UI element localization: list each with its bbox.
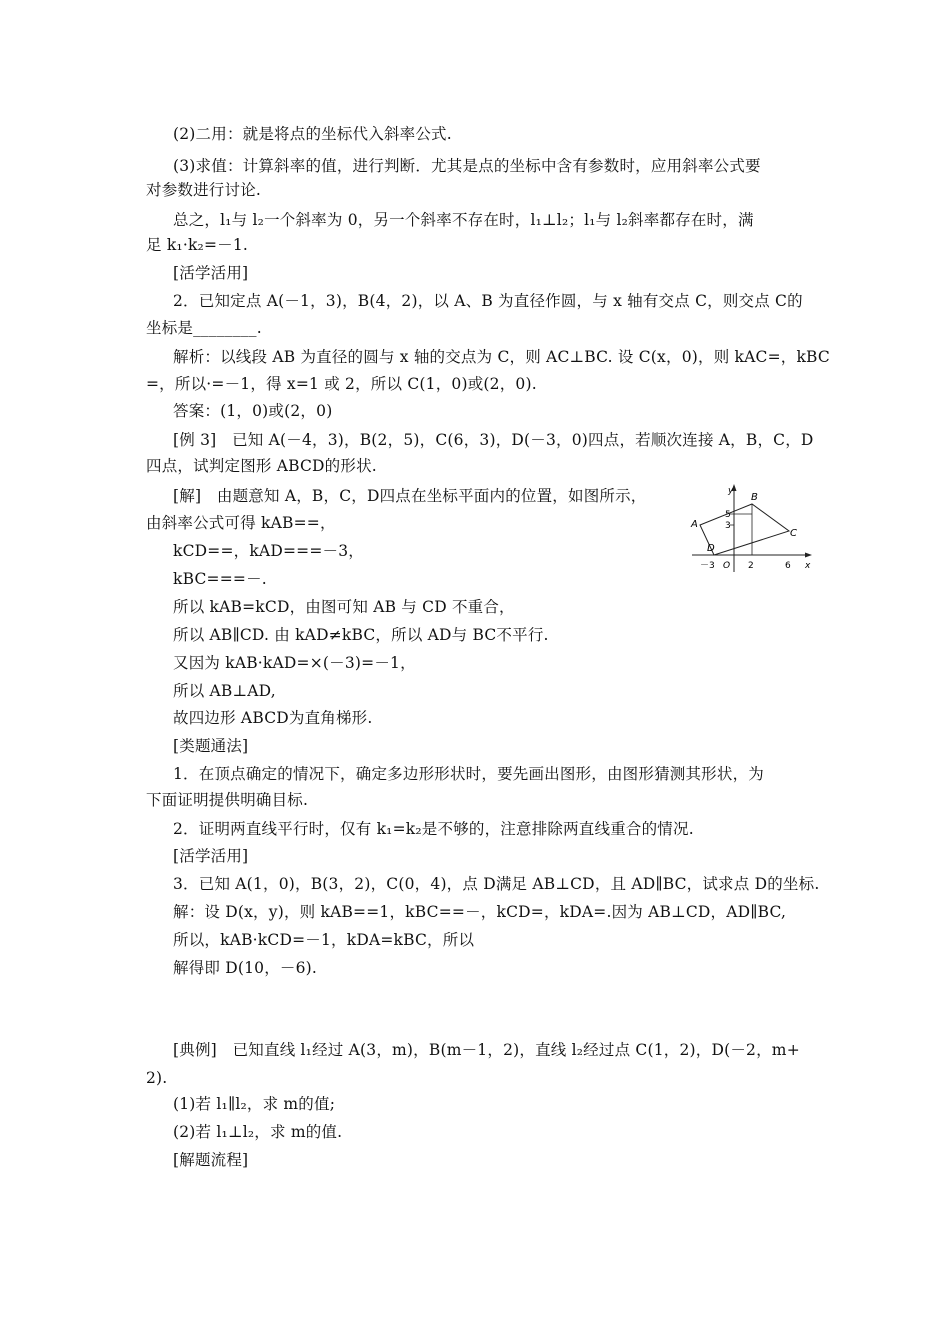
text-line: 2．已知定点 A(－1，3)，B(4，2)，以 A、B 为直径作圆，与 x 轴有交点 C，则交点 C的	[173, 292, 803, 310]
coordinate-figure	[688, 482, 816, 574]
quadrilateral-diagram	[688, 482, 816, 574]
text-line: 1．在顶点确定的情况下，确定多边形形状时，要先画出图形，由图形猜测其形状，为	[173, 765, 764, 783]
text-line: 2．证明两直线平行时，仅有 k₁=k₂是不够的，注意排除两直线重合的情况.	[173, 820, 694, 838]
text-line: =，所以·=－1，得 x=1 或 2，所以 C(1，0)或(2，0).	[146, 375, 537, 393]
y-tick-label: 3	[725, 521, 731, 531]
text-line: [解] 由题意知 A，B，C，D四点在坐标平面内的位置，如图所示，	[173, 487, 647, 505]
text-line: 所以 AB⊥AD,	[173, 682, 276, 700]
text-line: 解：设 D(x，y)，则 kAB==1，kBC==－，kCD=，kDA=.因为 AB⊥CD，AD∥BC,	[173, 903, 787, 921]
text-line: 解析：以线段 AB 为直径的圆与 x 轴的交点为 C，则 AC⊥BC. 设 C(x，0)，则 kAC=，kBC	[173, 348, 830, 366]
text-line: 总之，l₁与 l₂一个斜率为 0，另一个斜率不存在时，l₁⊥l₂；l₁与 l₂斜率都存在时，满	[173, 211, 754, 229]
point-label-c: C	[790, 528, 797, 539]
text-line: 足 k₁·k₂=－1.	[146, 236, 249, 254]
section-label: [类题通法]	[173, 737, 249, 755]
text-line: 四点，试判定图形 ABCD的形状.	[146, 457, 377, 475]
origin-label: O	[723, 561, 731, 571]
x-tick-label: －3	[700, 561, 715, 571]
text-line: 3．已知 A(1，0)，B(3，2)，C(0，4)，点 D满足 AB⊥CD，且 AD∥BC，试求点 D的坐标.	[173, 875, 820, 893]
section-label: [活学活用]	[173, 264, 249, 282]
text-line: 由斜率公式可得 kAB==，	[146, 514, 336, 532]
point-label-b: B	[751, 492, 758, 503]
x-axis-label: x	[805, 561, 811, 571]
point-label-d: D	[707, 543, 715, 554]
text-line: 2).	[146, 1069, 168, 1087]
text-line: [典例] 已知直线 l₁经过 A(3，m)，B(m－1，2)，直线 l₂经过点 C(1，2)，D(－2，m+	[173, 1041, 800, 1059]
text-line: (2)二用：就是将点的坐标代入斜率公式.	[173, 125, 452, 143]
text-line: 故四边形 ABCD为直角梯形.	[173, 709, 373, 727]
text-line: kBC===－.	[173, 570, 267, 588]
text-line: 所以 kAB=kCD，由图可知 AB 与 CD 不重合，	[173, 598, 515, 616]
text-line: (1)若 l₁∥l₂，求 m的值;	[173, 1095, 336, 1113]
text-line: [例 3] 已知 A(－4，3)，B(2，5)，C(6，3)，D(－3，0)四点，若顺次连接 A，B，C，D	[173, 431, 814, 449]
text-line: 所以 AB∥CD. 由 kAD≠kBC，所以 AD与 BC不平行.	[173, 626, 549, 644]
text-line: 下面证明提供明确目标.	[146, 791, 309, 809]
text-line: (2)若 l₁⊥l₂，求 m的值.	[173, 1123, 343, 1141]
text-line: 又因为 kAB·kAD=×(－3)=－1，	[173, 654, 416, 672]
text-line: 坐标是________.	[146, 319, 262, 337]
text-line: 对参数进行讨论.	[146, 181, 262, 199]
section-label: [活学活用]	[173, 847, 249, 865]
point-label-a: A	[691, 519, 698, 530]
text-line: 答案：(1，0)或(2，0)	[173, 402, 333, 420]
y-axis-label: y	[728, 486, 734, 496]
section-label: [解题流程]	[173, 1151, 249, 1169]
text-line: kCD==，kAD===－3，	[173, 542, 364, 560]
x-tick-label: 6	[785, 561, 791, 571]
text-line: (3)求值：计算斜率的值，进行判断．尤其是点的坐标中含有参数时，应用斜率公式要	[173, 157, 761, 175]
text-line: 解得即 D(10，－6).	[173, 959, 318, 977]
y-tick-label: 5	[725, 510, 731, 520]
x-tick-label: 2	[748, 561, 754, 571]
text-line: 所以，kAB·kCD=－1，kDA=kBC，所以	[173, 931, 475, 949]
x-axis-arrow-icon	[805, 553, 812, 558]
